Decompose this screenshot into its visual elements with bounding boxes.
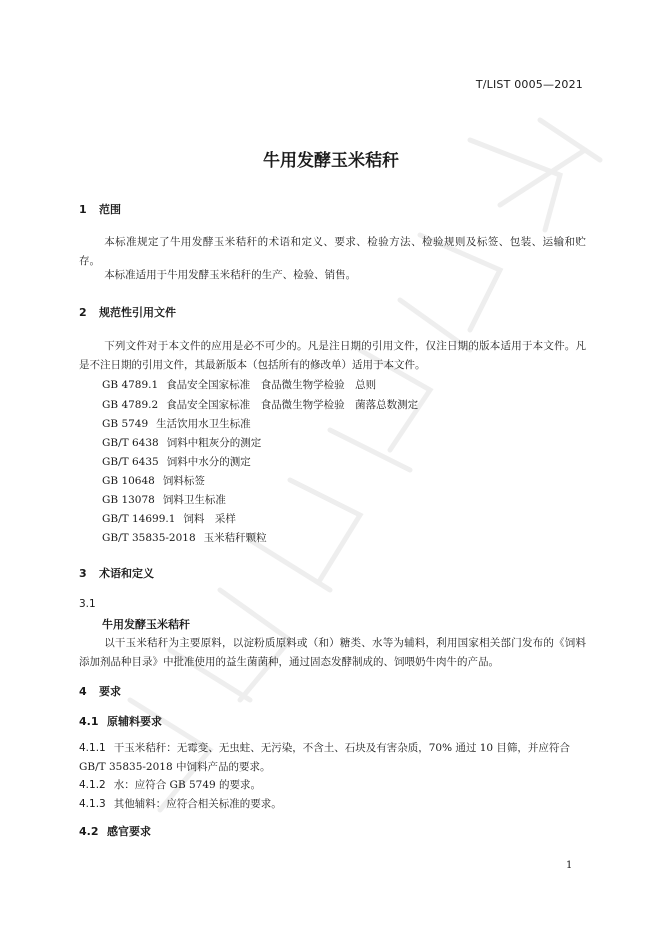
term-number: 3.1 — [79, 598, 96, 610]
references-intro: 下列文件对于本文件的应用是必不可少的。凡是注日期的引用文件，仅注日期的版本适用于本文件。凡是不注日期的引用文件，其最新版本（包括所有的修改单）适用于本文件。 — [79, 340, 586, 372]
reference-name: 食品安全国家标准 食品微生物学检验 菌落总数测定 — [166, 399, 419, 411]
subsection-heading-raw-materials — [79, 713, 162, 729]
section-number: 1 — [79, 203, 87, 216]
section-number: 4.1 — [79, 715, 99, 728]
scope-paragraph-2: 本标准适用于牛用发酵玉米秸秆的生产、检验、销售。 — [104, 269, 357, 281]
clause-4-1-2 — [79, 776, 586, 795]
section-title: 规范性引用文件 — [99, 306, 176, 319]
reference-item — [102, 454, 251, 469]
clause-text: 其他辅料：应符合相关标准的要求。 — [113, 798, 282, 810]
reference-name: 饲料中粗灰分的测定 — [166, 437, 262, 449]
clause-number: 4.1.2 — [79, 779, 106, 791]
reference-name: 玉米秸秆颗粒 — [203, 532, 267, 544]
clause-4-1-3 — [79, 795, 586, 814]
section-number: 3 — [79, 567, 87, 580]
document-title: 牛用发酵玉米秸秆 — [263, 151, 399, 171]
reference-name: 食品安全国家标准 食品微生物学检验 总则 — [166, 379, 377, 391]
reference-code: GB/T 14699.1 — [102, 513, 176, 525]
reference-item — [102, 473, 205, 488]
clause-number: 4.1.3 — [79, 798, 106, 810]
reference-item — [102, 530, 267, 545]
reference-name: 饲料标签 — [162, 475, 205, 487]
clause-text: 干玉米秸秆：无霉变、无虫蛀、无污染，不含土、石块及有害杂质，70% 通过 10 目筛，并应符合 GB/T 35835-2018 中饲料产品的要求。 — [79, 742, 570, 774]
reference-name: 饲料卫生标准 — [162, 494, 226, 506]
section-title: 原辅料要求 — [107, 715, 162, 728]
document-code: T/LIST 0005—2021 — [475, 78, 583, 91]
reference-code: GB 13078 — [102, 494, 155, 506]
reference-item — [102, 397, 418, 412]
section-title: 术语和定义 — [99, 567, 154, 580]
reference-code: GB 10648 — [102, 475, 155, 487]
reference-name: 饲料 采样 — [183, 513, 236, 525]
term-name: 牛用发酵玉米秸秆 — [102, 618, 190, 631]
section-heading-normative-references — [79, 304, 176, 320]
section-number: 4.2 — [79, 825, 99, 838]
subsection-heading-sensory — [79, 823, 151, 839]
clause-4-1-1 — [79, 739, 586, 778]
section-title: 要求 — [99, 685, 121, 698]
reference-item — [102, 416, 251, 431]
reference-code: GB/T 6438 — [102, 437, 159, 449]
section-number: 4 — [79, 685, 87, 698]
reference-code: GB 4789.1 — [102, 379, 159, 391]
section-heading-terms — [79, 565, 154, 581]
scope-paragraph-1: 本标准规定了牛用发酵玉米秸秆的术语和定义、要求、检验方法、检验规则及标签、包装、运输和贮存。 — [79, 236, 586, 268]
clause-number: 4.1.1 — [79, 742, 106, 754]
section-title: 感官要求 — [107, 825, 151, 838]
page-number: 1 — [566, 860, 573, 871]
reference-code: GB/T 35835-2018 — [102, 532, 196, 544]
reference-code: GB 5749 — [102, 418, 149, 430]
section-title: 范围 — [99, 203, 121, 216]
section-number: 2 — [79, 306, 87, 319]
reference-name: 生活饮用水卫生标准 — [156, 418, 251, 430]
reference-code: GB 4789.2 — [102, 399, 159, 411]
reference-item — [102, 435, 261, 450]
reference-item — [102, 492, 226, 507]
reference-item — [102, 377, 376, 392]
reference-name: 饲料中水分的测定 — [166, 456, 251, 468]
section-heading-requirements — [79, 683, 121, 699]
term-definition: 以干玉米秸秆为主要原料，以淀粉质原料或（和）糖类、水等为辅料，利用国家相关部门发布的《饲料添加剂品种目录》中批准使用的益生菌菌种，通过固态发酵制成的、饲喂奶牛肉牛的产品。 — [79, 637, 586, 669]
section-heading-scope — [79, 201, 121, 217]
clause-text: 水：应符合 GB 5749 的要求。 — [113, 779, 262, 791]
reference-code: GB/T 6435 — [102, 456, 159, 468]
reference-item — [102, 511, 236, 526]
